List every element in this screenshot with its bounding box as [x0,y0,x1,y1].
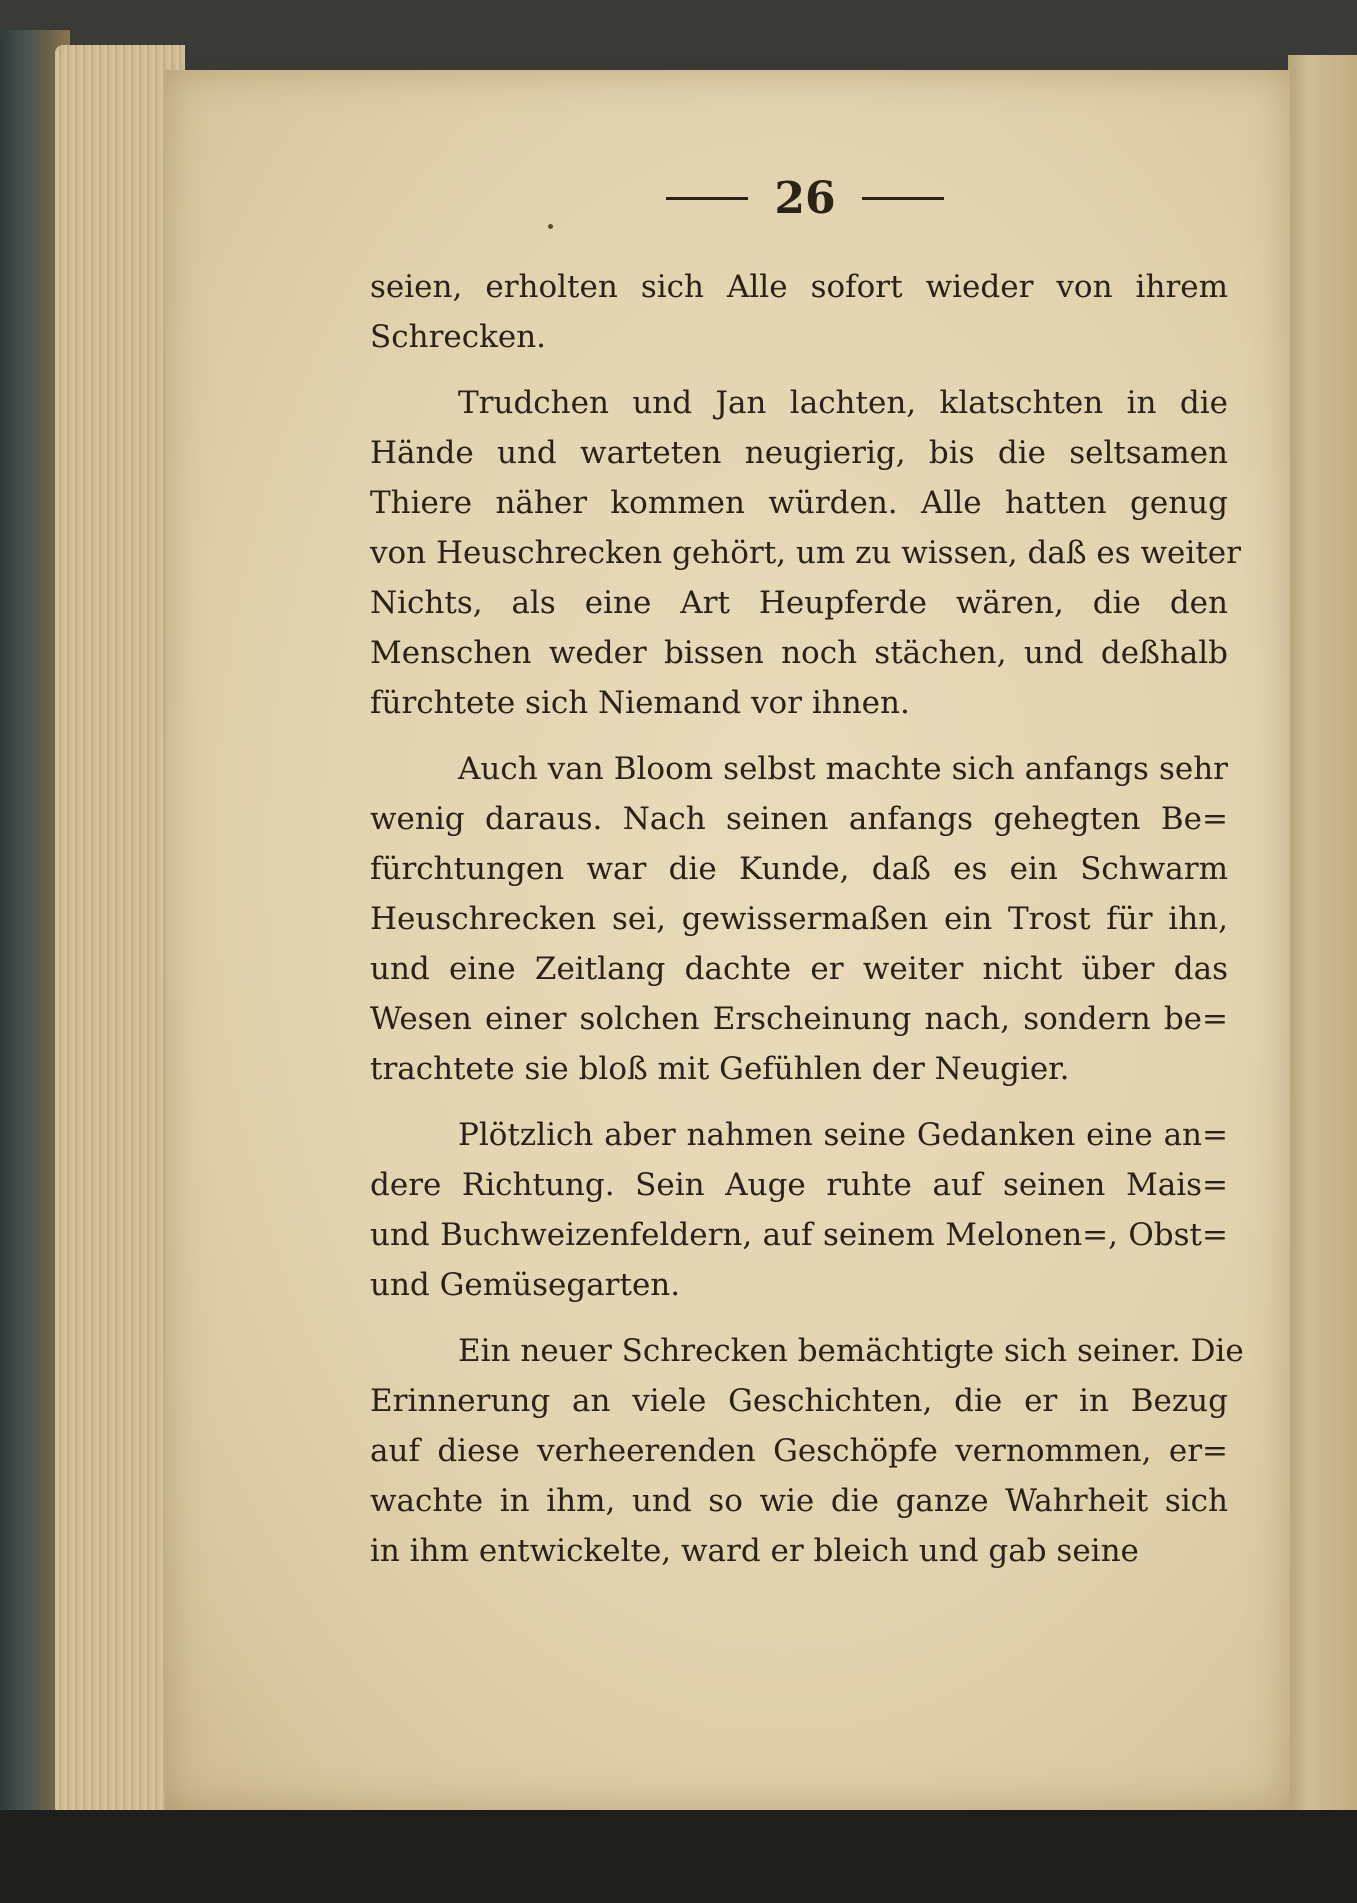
text-line: Hände und warteten neugierig, bis die seltsamen [370,435,1228,471]
text-line: Menschen weder bissen noch stächen, und deßhalb [370,635,1228,671]
text-line: Nichts, als eine Art Heupferde wären, die den [370,585,1228,621]
text-line: trachtete sie bloß mit Gefühlen der Neugier. [370,1051,1070,1087]
text-line: in ihm entwickelte, ward er bleich und gab seine [370,1533,1139,1569]
text-line: Trudchen und Jan lachten, klatschten in die [458,385,1228,421]
text-line: von Heuschrecken gehört, um zu wissen, daß es weiter [370,535,1241,571]
paragraph [370,744,1228,1094]
text-line: Wesen einer solchen Erscheinung nach, sondern be= [370,1001,1228,1037]
scan-bottom-shadow [0,1810,1357,1903]
body-text [370,262,1244,1576]
text-line: fürchtungen war die Kunde, daß es ein Schwarm [370,851,1228,887]
text-line: und eine Zeitlang dachte er weiter nicht über das [370,951,1228,987]
paragraph-gap [370,362,1228,378]
text-line: wachte in ihm, und so wie die ganze Wahrheit sich [370,1483,1228,1519]
text-line: Heuschrecken sei, gewissermaßen ein Trost für ihn, [370,901,1228,937]
text-line: Thiere näher kommen würden. Alle hatten genug [370,485,1228,521]
text-line: fürchtete sich Niemand vor ihnen. [370,685,910,721]
text-line: seien, erholten sich Alle sofort wieder von ihrem [370,269,1228,305]
text-line: und Gemüsegarten. [370,1267,681,1303]
paragraph-gap [370,1094,1228,1110]
paragraph-gap [370,728,1228,744]
text-line: wenig daraus. Nach seinen anfangs gehegten Be= [370,801,1228,837]
adjacent-page-edge [1288,55,1357,1845]
text-line: dere Richtung. Sein Auge ruhte auf seinen Mais= [370,1167,1228,1203]
paragraph-gap [370,1310,1228,1326]
header-rule-left [666,197,748,200]
page-header [640,168,970,228]
text-line: Ein neuer Schrecken bemächtigte sich seiner. Die [458,1333,1244,1369]
paragraph [370,1326,1244,1576]
text-line: Schrecken. [370,319,547,355]
text-line: auf diese verheerenden Geschöpfe vernommen, er= [370,1433,1228,1469]
paragraph [370,1110,1228,1310]
text-line: Auch van Bloom selbst machte sich anfangs sehr [458,751,1228,787]
header-rule-right [862,197,944,200]
text-line: Erinnerung an viele Geschichten, die er in Bezug [370,1383,1228,1419]
text-line: und Buchweizenfeldern, auf seinem Melonen=, Obst= [370,1217,1228,1253]
ink-speck [548,224,553,229]
text-line: Plötzlich aber nahmen seine Gedanken eine an= [458,1117,1228,1153]
paragraph [370,378,1241,728]
paragraph [370,262,1228,362]
page-number: 26 [774,172,836,224]
